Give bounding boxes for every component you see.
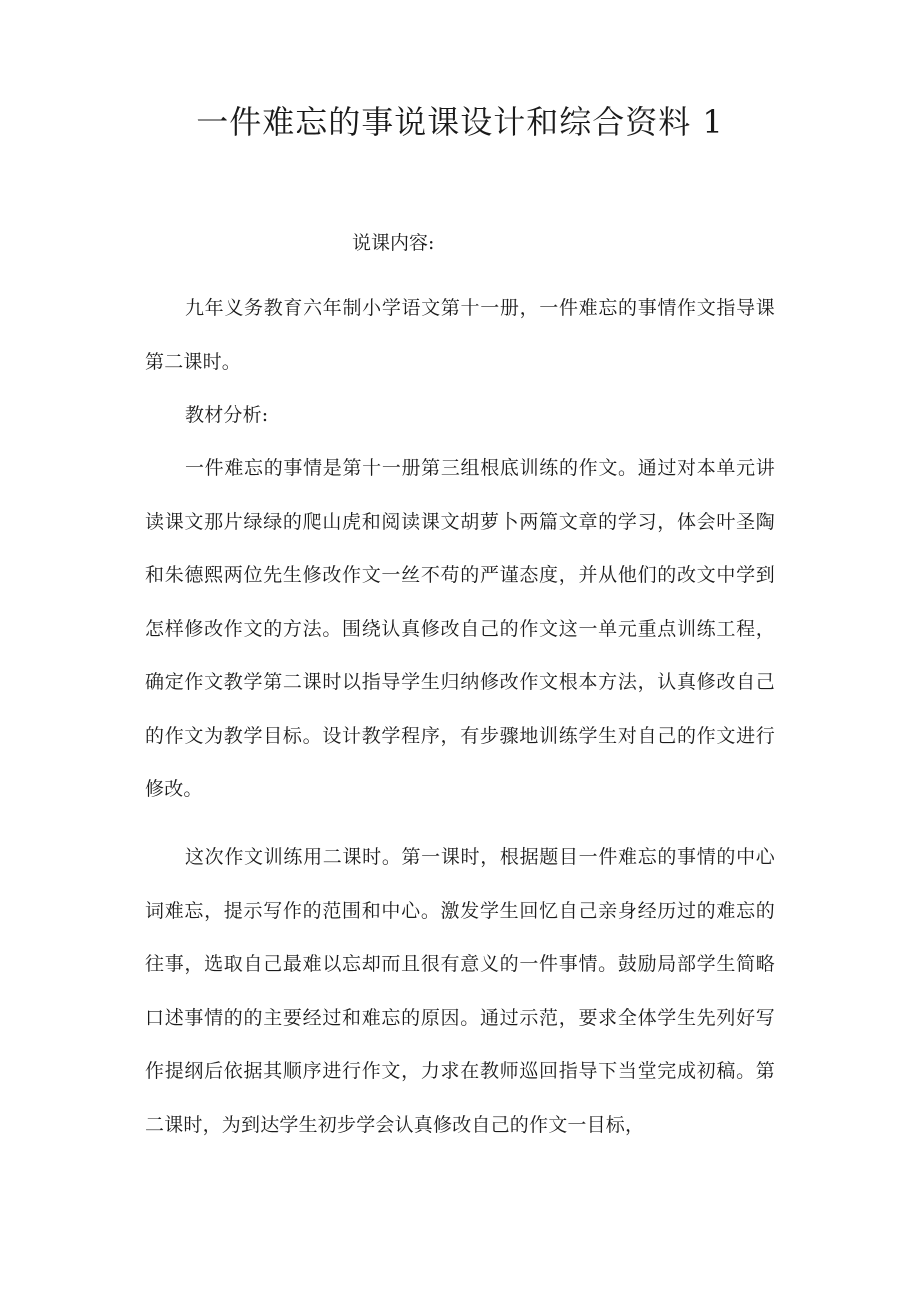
paragraph-material-analysis-label: 教材分析: (185, 404, 269, 426)
paragraph-lesson-plan: 这次作文训练用二课时。第一课时，根据题目一件难忘的事情的中心词难忘，提示写作的范围和中心。激发学生回忆自己亲身经历过的难忘的往事，选取自己最难以忘却而且很有意义的一件事情。鼓励局部学生简略口述事情的的主要经过和难忘的原因。通过示范，要求全体学生先列好写作提纲后依据其顺序进行作文，力求在教师巡回指导下当堂完成初稿。第二课时，为到达学生初步学会认真修改自己的作文一目标， (145, 846, 775, 1136)
document-title: 一件难忘的事说课设计和综合资料 1 (196, 103, 724, 141)
section-heading: 说课内容: (352, 232, 435, 254)
paragraph-material-analysis: 一件难忘的事情是第十一册第三组根底训练的作文。通过对本单元讲读课文那片绿绿的爬山虎和阅读课文胡萝卜两篇文章的学习，体会叶圣陶和朱德熙两位先生修改作文一丝不苟的严谨态度，并从他们的改文中学到怎样修改作文的方法。围绕认真修改自己的作文这一单元重点训练工程，确定作文教学第二课时以指导学生归纳修改作文根本方法，认真修改自己的作文为教学目标。设计教学程序，有步骤地训练学生对自己的作文进行修改。 (145, 457, 775, 800)
paragraph-course-content: 九年义务教育六年制小学语文第十一册，一件难忘的事情作文指导课第二课时。 (145, 297, 775, 373)
